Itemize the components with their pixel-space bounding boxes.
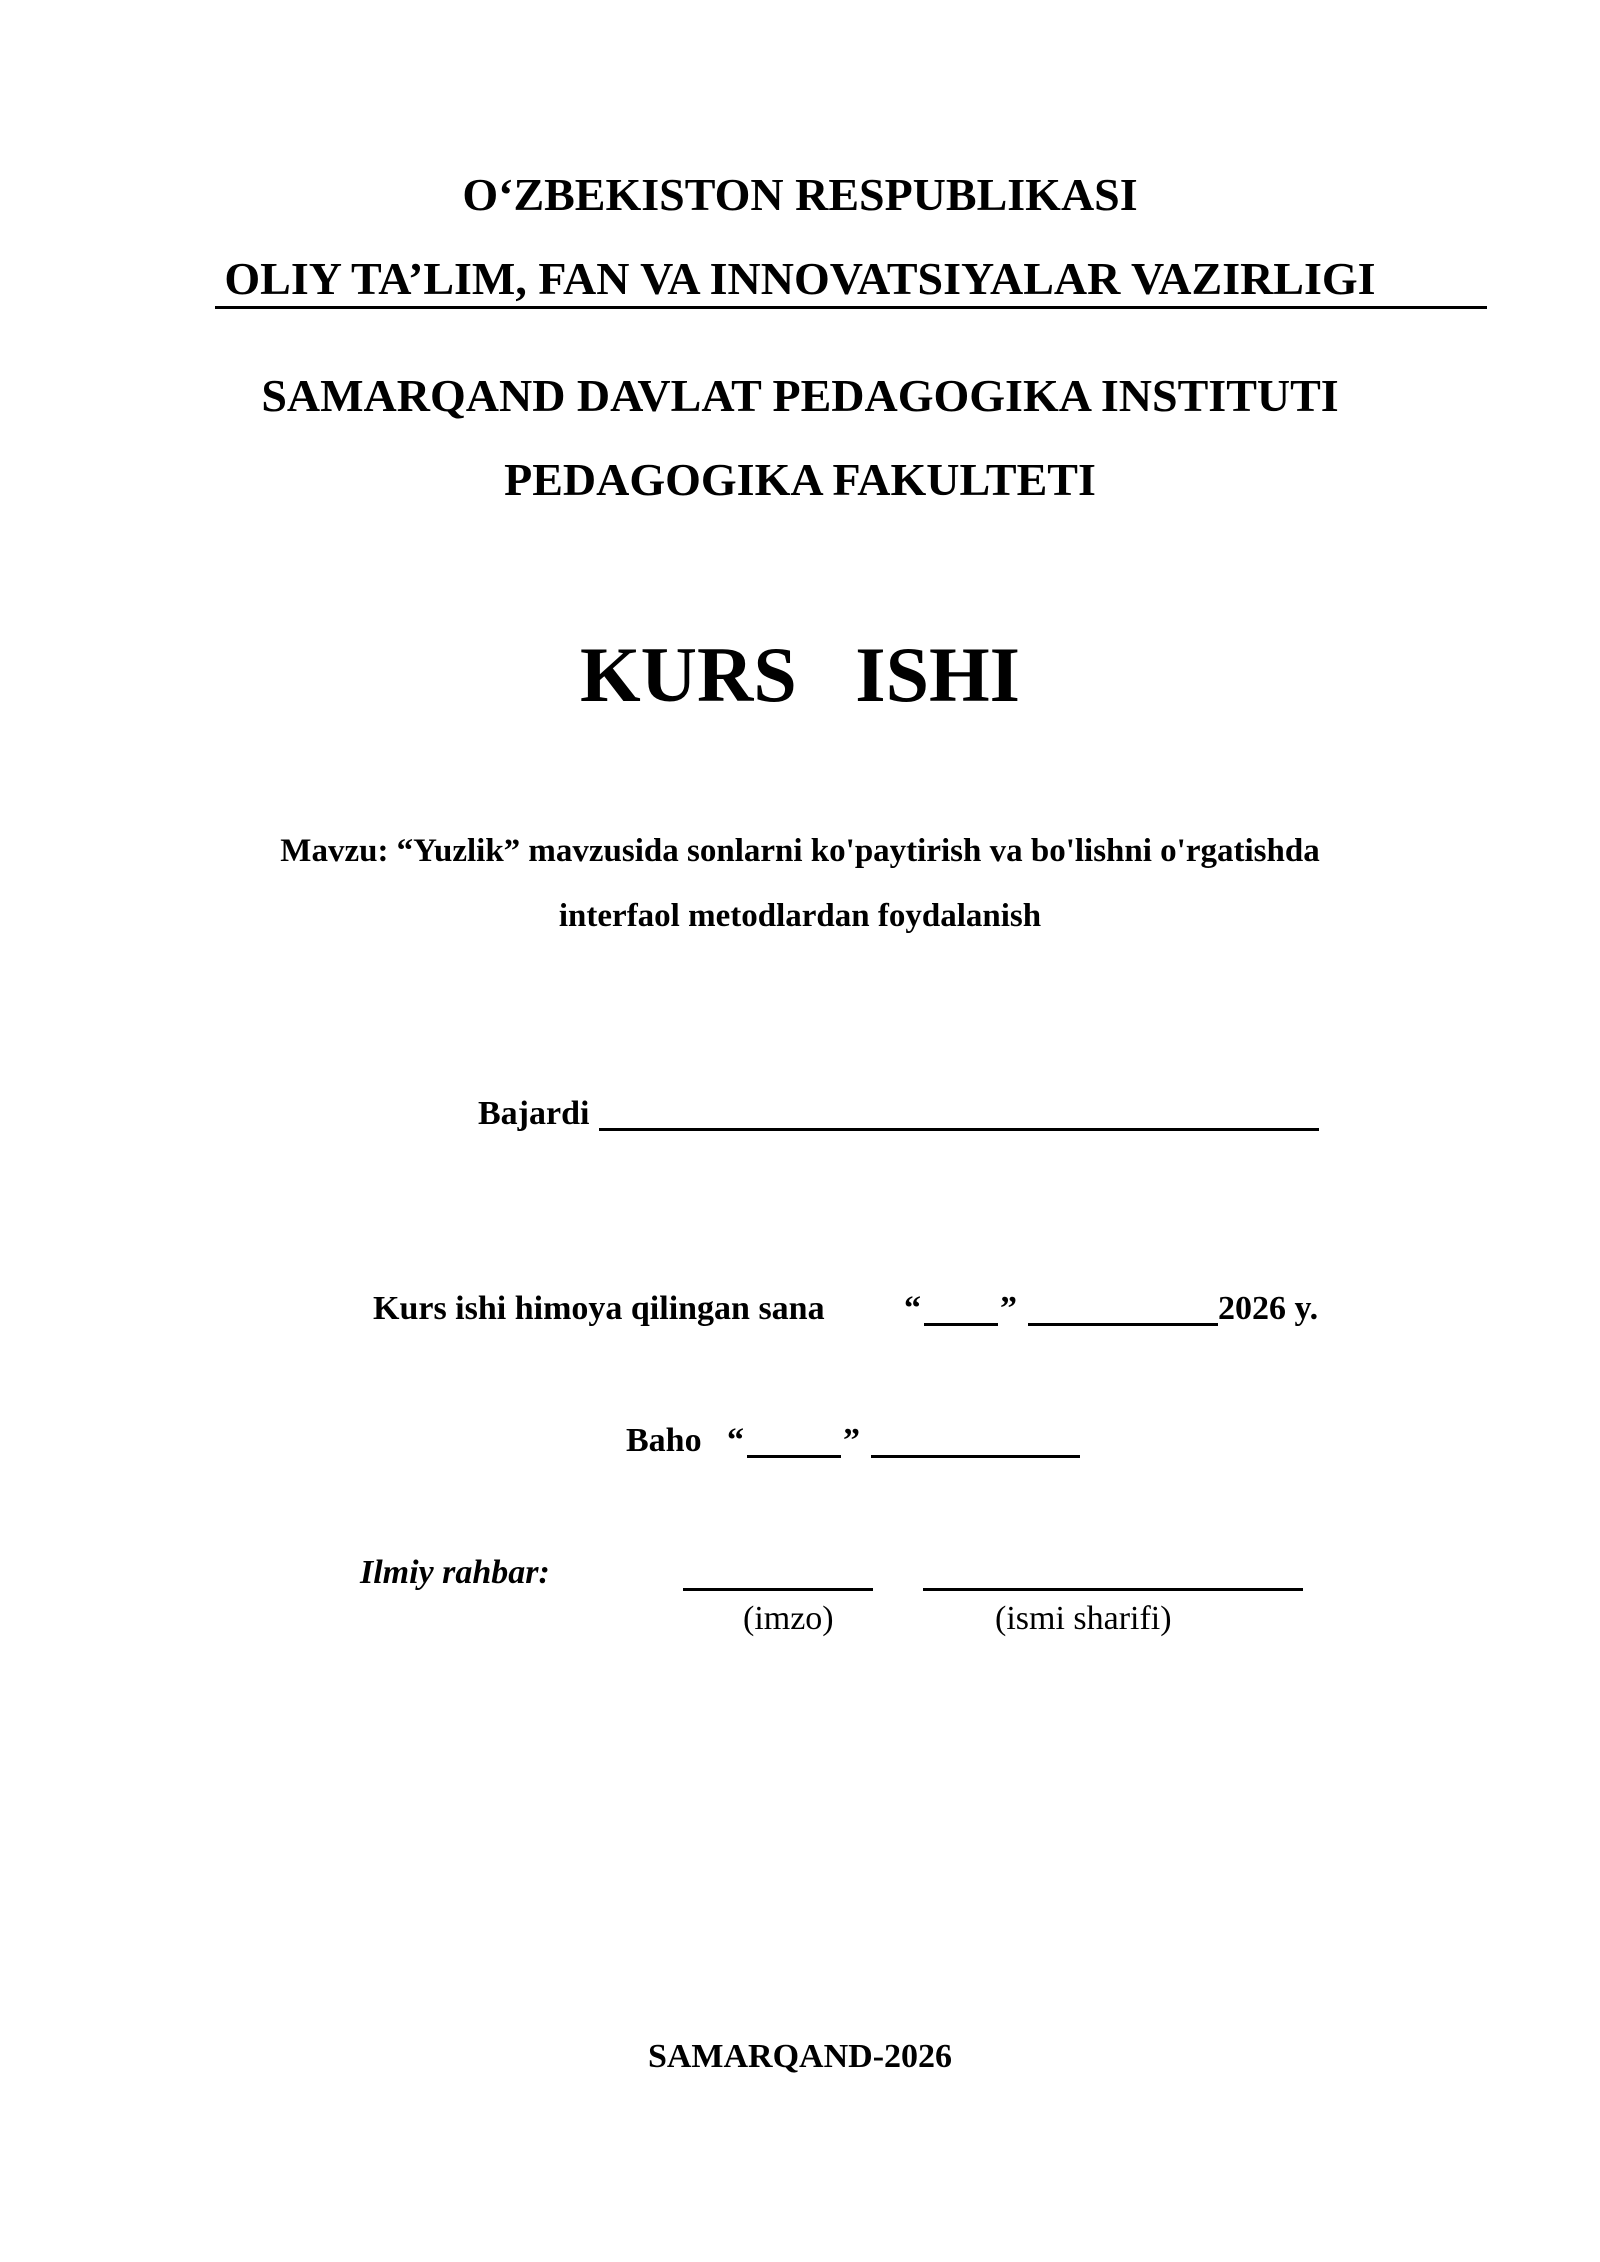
defense-date-open-quote: “ [904, 1290, 921, 1327]
performed-blank [599, 1128, 1319, 1131]
defense-date-close-quote: ” [1000, 1290, 1017, 1327]
city-year: SAMARQAND-2026 [647, 2038, 953, 2075]
defense-date-label: Kurs ishi himoya qilingan sana [373, 1290, 825, 1327]
document-title: KURS ISHI [580, 631, 1020, 718]
grade-word-blank [871, 1455, 1080, 1458]
supervisor-signature-blank [683, 1588, 873, 1591]
grade-label: Baho [626, 1422, 702, 1459]
supervisor-label: Ilmiy rahbar: [360, 1554, 550, 1591]
supervisor-name-blank [923, 1588, 1303, 1591]
name-caption: (ismi sharifi) [995, 1600, 1172, 1637]
grade-number-blank [747, 1455, 841, 1458]
performed-label: Bajardi [478, 1095, 590, 1132]
grade-open-quote: “ [727, 1422, 744, 1459]
topic-line-2: interfaol metodlardan foydalanish [558, 898, 1042, 934]
defense-month-blank [1028, 1323, 1218, 1326]
defense-day-blank [924, 1323, 998, 1326]
republic-heading: O‘ZBEKISTON RESPUBLIKASI [462, 169, 1138, 220]
ministry-heading: OLIY TA’LIM, FAN VA INNOVATSIYALAR VAZIRLIGI [224, 253, 1376, 304]
grade-close-quote: ” [843, 1422, 860, 1459]
signature-caption: (imzo) [743, 1600, 834, 1637]
defense-date-year: 2026 y. [1218, 1290, 1319, 1327]
faculty-heading: PEDAGOGIKA FAKULTETI [504, 454, 1096, 505]
ministry-underline [215, 306, 1487, 309]
institute-heading: SAMARQAND DAVLAT PEDAGOGIKA INSTITUTI [261, 370, 1339, 421]
topic-line-1: Mavzu: “Yuzlik” mavzusida sonlarni ko'paytirish va bo'lishni o'rgatishda [280, 833, 1320, 869]
